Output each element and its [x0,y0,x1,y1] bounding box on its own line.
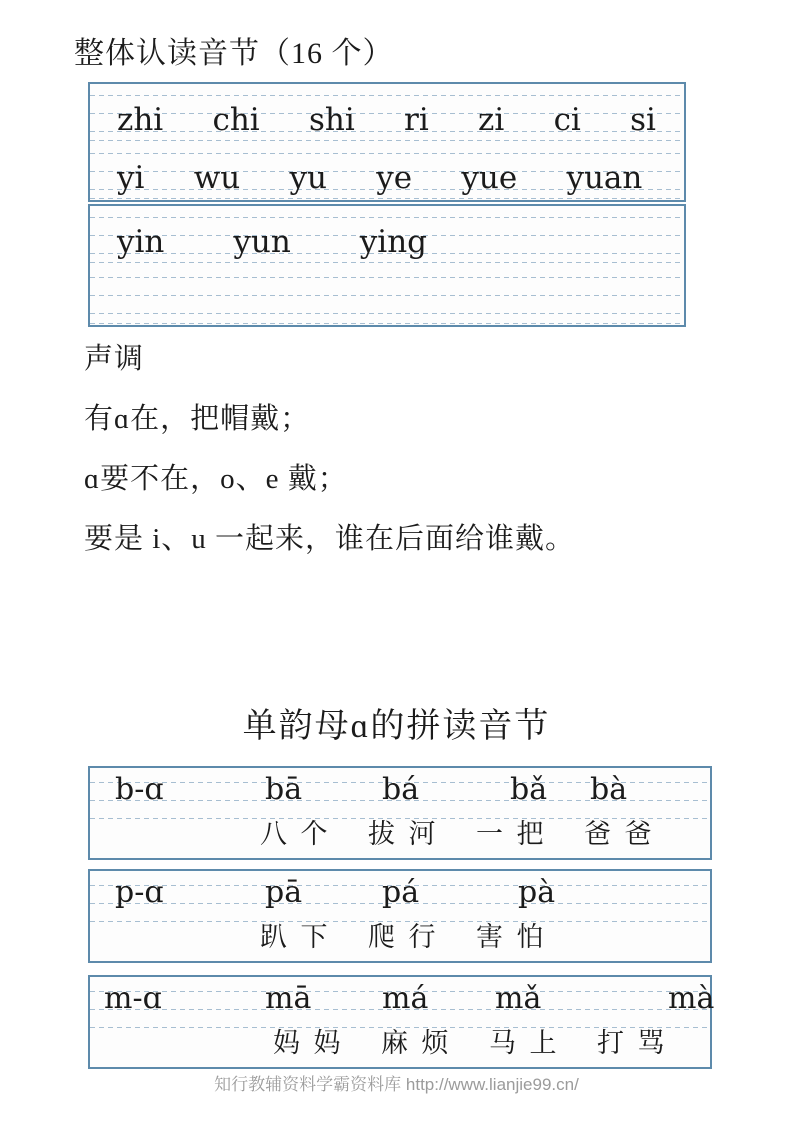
tones-rule-line-3: 要是 i、u 一起来，谁在后面给谁戴。 [84,523,576,555]
pinyin-syllable: pá [382,875,420,910]
example-words: 妈 妈 麻 烦 马 上 打 骂 [273,1028,665,1058]
whole-syllables-box-2 [88,204,686,327]
example-words: 趴 下 爬 行 害 怕 [260,922,544,952]
pinyin-line-yi-wu-yu: yi wu yu ye yue yuan [117,160,643,196]
pinyin-syllable: bà [590,772,628,807]
whole-syllables-box-1 [88,82,686,202]
pinyin-syllable: mā [265,981,312,1016]
tones-rule-line-1: 有ɑ在，把帽戴； [84,403,311,435]
pinyin-line-yin-yun-ying: yin yun ying [117,224,428,260]
pinyin-line-zhi-chi-shi: zhi chi shi ri zi ci si [117,102,656,138]
pinyin-syllable: má [382,981,429,1016]
fourline-grid-row [90,84,684,142]
pinyin-syllable: bá [382,772,420,807]
pinyin-combo: b-ɑ [115,772,164,807]
spelling-box-ba [88,766,712,860]
footer-watermark: 知行教辅资料学霸资料库 http://www.lianjie99.cn/ [214,1075,579,1094]
pinyin-combo: m-ɑ [104,981,162,1016]
fourline-grid-row [90,142,684,200]
pinyin-syllable: bǎ [510,772,548,807]
spelling-box-ma [88,975,715,1069]
pinyin-combo: p-ɑ [115,875,164,910]
spelling-box-pa [88,869,712,963]
fourline-grid-row-empty [90,264,684,325]
tones-heading: 声调 [84,343,145,375]
pinyin-syllable: mǎ [495,981,542,1016]
pinyin-syllable: pā [265,875,303,910]
tones-rule-line-2: ɑ要不在，o、e 戴； [84,463,348,495]
section1-title: 整体认读音节（16 个） [74,37,394,70]
example-words: 八 个 拔 河 一 把 爸 爸 [260,819,652,849]
pinyin-syllable: pà [518,875,556,910]
fourline-grid-row [90,206,684,264]
pinyin-syllable: mà [668,981,715,1016]
pinyin-syllable: bā [265,772,303,807]
section2-title: 单韵母ɑ的拼读音节 [242,708,551,745]
